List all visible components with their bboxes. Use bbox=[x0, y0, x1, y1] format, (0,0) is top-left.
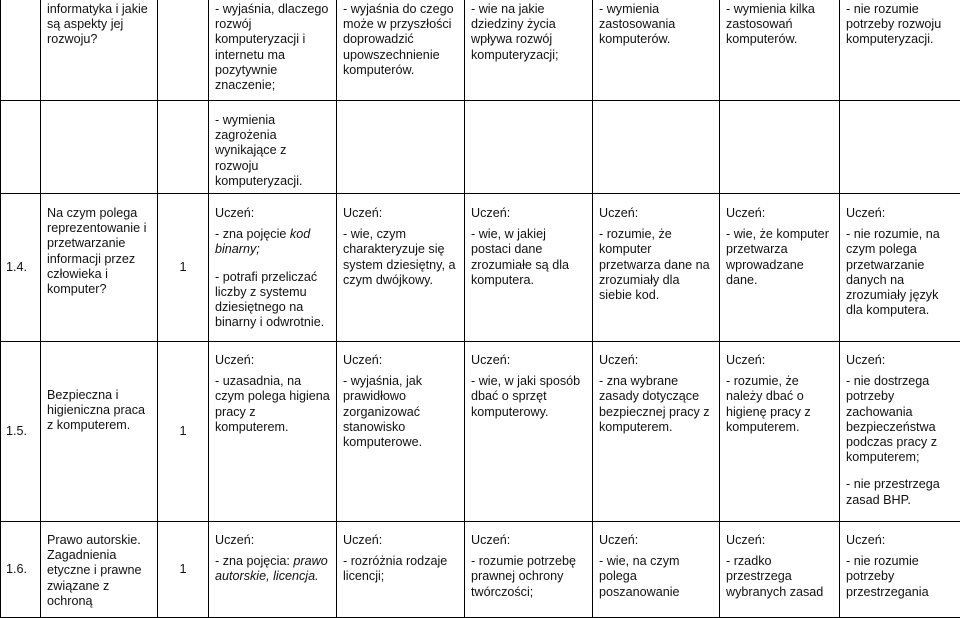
table-row bbox=[1, 194, 960, 342]
requirement-cell bbox=[840, 522, 960, 618]
table-row bbox=[1, 342, 960, 522]
requirement-cell bbox=[209, 342, 337, 522]
requirement-cell bbox=[209, 0, 337, 101]
hours-cell bbox=[158, 0, 209, 101]
requirement-cell bbox=[593, 194, 720, 342]
requirement-cell bbox=[720, 194, 840, 342]
requirement-cell bbox=[593, 522, 720, 618]
table-body bbox=[1, 0, 960, 618]
requirement-text: - wie, w jakiej postaci dane zrozumiałe są dla komputera. bbox=[471, 227, 588, 288]
requirement-cell bbox=[337, 342, 465, 522]
requirement-cell bbox=[840, 0, 960, 101]
hours-cell: 1 bbox=[158, 522, 209, 618]
student-label: Uczeń: bbox=[846, 206, 956, 221]
requirement-cell bbox=[209, 101, 337, 194]
requirement-text: - uzasadnia, na czym polega higiena pracy z komputerem. bbox=[215, 374, 332, 435]
requirement-cell bbox=[720, 342, 840, 522]
requirement-text: - wie, że komputer przetwarza wprowadzane dane. bbox=[726, 227, 835, 288]
requirement-text: - zna wybrane zasady dotyczące bezpiecznej pracy z komputerem. bbox=[599, 374, 715, 435]
requirement-text: - rozumie potrzebę prawnej ochrony twórczości; bbox=[471, 554, 588, 600]
requirement-cell bbox=[840, 342, 960, 522]
student-label: Uczeń: bbox=[343, 533, 460, 548]
requirement-cell bbox=[465, 194, 593, 342]
topic-cell: Bezpieczna i higieniczna praca z komputerem. bbox=[41, 342, 158, 522]
student-label: Uczeń: bbox=[471, 353, 588, 368]
student-label: Uczeń: bbox=[599, 206, 715, 221]
student-label: Uczeń: bbox=[846, 533, 956, 548]
student-label: Uczeń: bbox=[726, 353, 835, 368]
requirement-text: - rozróżnia rodzaje licencji; bbox=[343, 554, 460, 584]
requirement-text: - wie, na czym polega poszanowanie bbox=[599, 554, 715, 600]
requirement-text: - nie rozumie, na czym polega przetwarzanie danych na zrozumiały język dla komputera. bbox=[846, 227, 956, 318]
requirement-text: - wyjaśnia, dlaczego rozwój komputeryzacji i internetu ma pozytywnie znaczenie; bbox=[215, 2, 332, 93]
section-number: 1.6. bbox=[1, 522, 41, 618]
table-row bbox=[1, 0, 960, 101]
requirement-text: - nie rozumie potrzeby rozwoju komputeryzacji. bbox=[846, 2, 956, 48]
requirement-term: prawo autorskie, licencja. bbox=[215, 554, 328, 583]
requirement-text: - nie rozumie potrzeby przestrzegania bbox=[846, 554, 956, 600]
requirement-text: - rozumie, że komputer przetwarza dane na zrozumiały dla siebie kod. bbox=[599, 227, 715, 303]
requirement-cell bbox=[593, 101, 720, 194]
hours-cell: 1 bbox=[158, 342, 209, 522]
requirement-text: - wie, czym charakteryzuje się system dziesiętny, a czym dwójkowy. bbox=[343, 227, 460, 288]
requirement-prefix: - zna pojęcia: bbox=[215, 554, 293, 568]
requirement-cell bbox=[593, 342, 720, 522]
requirement-cell bbox=[720, 101, 840, 194]
requirement-text: - wymienia zastosowania komputerów. bbox=[599, 2, 715, 48]
table-row bbox=[1, 522, 960, 618]
requirement-term: kod binarny; bbox=[215, 227, 310, 256]
requirement-cell bbox=[209, 194, 337, 342]
requirement-cell bbox=[465, 101, 593, 194]
requirement-cell bbox=[593, 0, 720, 101]
section-number: 1.4. bbox=[1, 194, 41, 342]
requirement-cell bbox=[720, 0, 840, 101]
requirement-cell bbox=[465, 0, 593, 101]
section-number bbox=[1, 101, 41, 194]
topic-cell: Na czym polega reprezentowanie i przetwarzanie informacji przez człowieka i komputer? bbox=[41, 194, 158, 342]
requirement-text: - wie na jakie dziedziny życia wpływa rozwój komputeryzacji; bbox=[471, 2, 588, 63]
requirement-text bbox=[215, 227, 332, 257]
requirement-cell bbox=[337, 522, 465, 618]
requirement-text: - wie, w jaki sposób dbać o sprzęt komputerowy. bbox=[471, 374, 588, 420]
section-number bbox=[1, 0, 41, 101]
requirement-cell bbox=[209, 522, 337, 618]
student-label: Uczeń: bbox=[215, 533, 332, 548]
requirement-text: - wymienia kilka zastosowań komputerów. bbox=[726, 2, 835, 48]
requirement-prefix: - zna pojęcie bbox=[215, 227, 290, 241]
student-label: Uczeń: bbox=[726, 533, 835, 548]
requirement-cell bbox=[337, 101, 465, 194]
student-label: Uczeń: bbox=[599, 353, 715, 368]
requirement-cell bbox=[465, 342, 593, 522]
student-label: Uczeń: bbox=[471, 533, 588, 548]
hours-cell: 1 bbox=[158, 194, 209, 342]
requirement-text: - nie dostrzega potrzeby zachowania bezpieczeństwa podczas pracy z komputerem; bbox=[846, 374, 956, 465]
requirement-cell bbox=[337, 0, 465, 101]
student-label: Uczeń: bbox=[215, 206, 332, 221]
requirement-text: - wyjaśnia, jak prawidłowo zorganizować stanowisko komputerowe. bbox=[343, 374, 460, 450]
student-label: Uczeń: bbox=[846, 353, 956, 368]
section-number: 1.5. bbox=[1, 342, 41, 522]
requirement-text: - rzadko przestrzega wybranych zasad bbox=[726, 554, 835, 600]
student-label: Uczeń: bbox=[726, 206, 835, 221]
student-label: Uczeń: bbox=[599, 533, 715, 548]
requirement-cell bbox=[720, 522, 840, 618]
topic-cell bbox=[41, 101, 158, 194]
student-label: Uczeń: bbox=[343, 353, 460, 368]
requirement-text: - rozumie, że należy dbać o higienę pracy z komputerem. bbox=[726, 374, 835, 435]
requirement-cell bbox=[465, 522, 593, 618]
student-label: Uczeń: bbox=[471, 206, 588, 221]
requirement-text: - wyjaśnia do czego może w przyszłości doprowadzić upowszechnienie komputerów. bbox=[343, 2, 460, 78]
requirement-text: - nie przestrzega zasad BHP. bbox=[846, 477, 956, 507]
table-row bbox=[1, 101, 960, 194]
topic-cell: Prawo autorskie. Zagadnienia etyczne i prawne związane z ochroną bbox=[41, 522, 158, 618]
requirement-text: - potrafi przeliczać liczby z systemu dziesiętnego na binarny i odwrotnie. bbox=[215, 270, 332, 331]
requirement-cell bbox=[840, 101, 960, 194]
hours-cell bbox=[158, 101, 209, 194]
student-label: Uczeń: bbox=[215, 353, 332, 368]
student-label: Uczeń: bbox=[343, 206, 460, 221]
requirement-cell bbox=[337, 194, 465, 342]
requirement-cell bbox=[840, 194, 960, 342]
topic-cell: informatyka i jakie są aspekty jej rozwoju? bbox=[41, 0, 158, 101]
requirement-text bbox=[215, 554, 332, 584]
requirement-text: - wymienia zagrożenia wynikające z rozwoju komputeryzacji. bbox=[215, 113, 332, 189]
